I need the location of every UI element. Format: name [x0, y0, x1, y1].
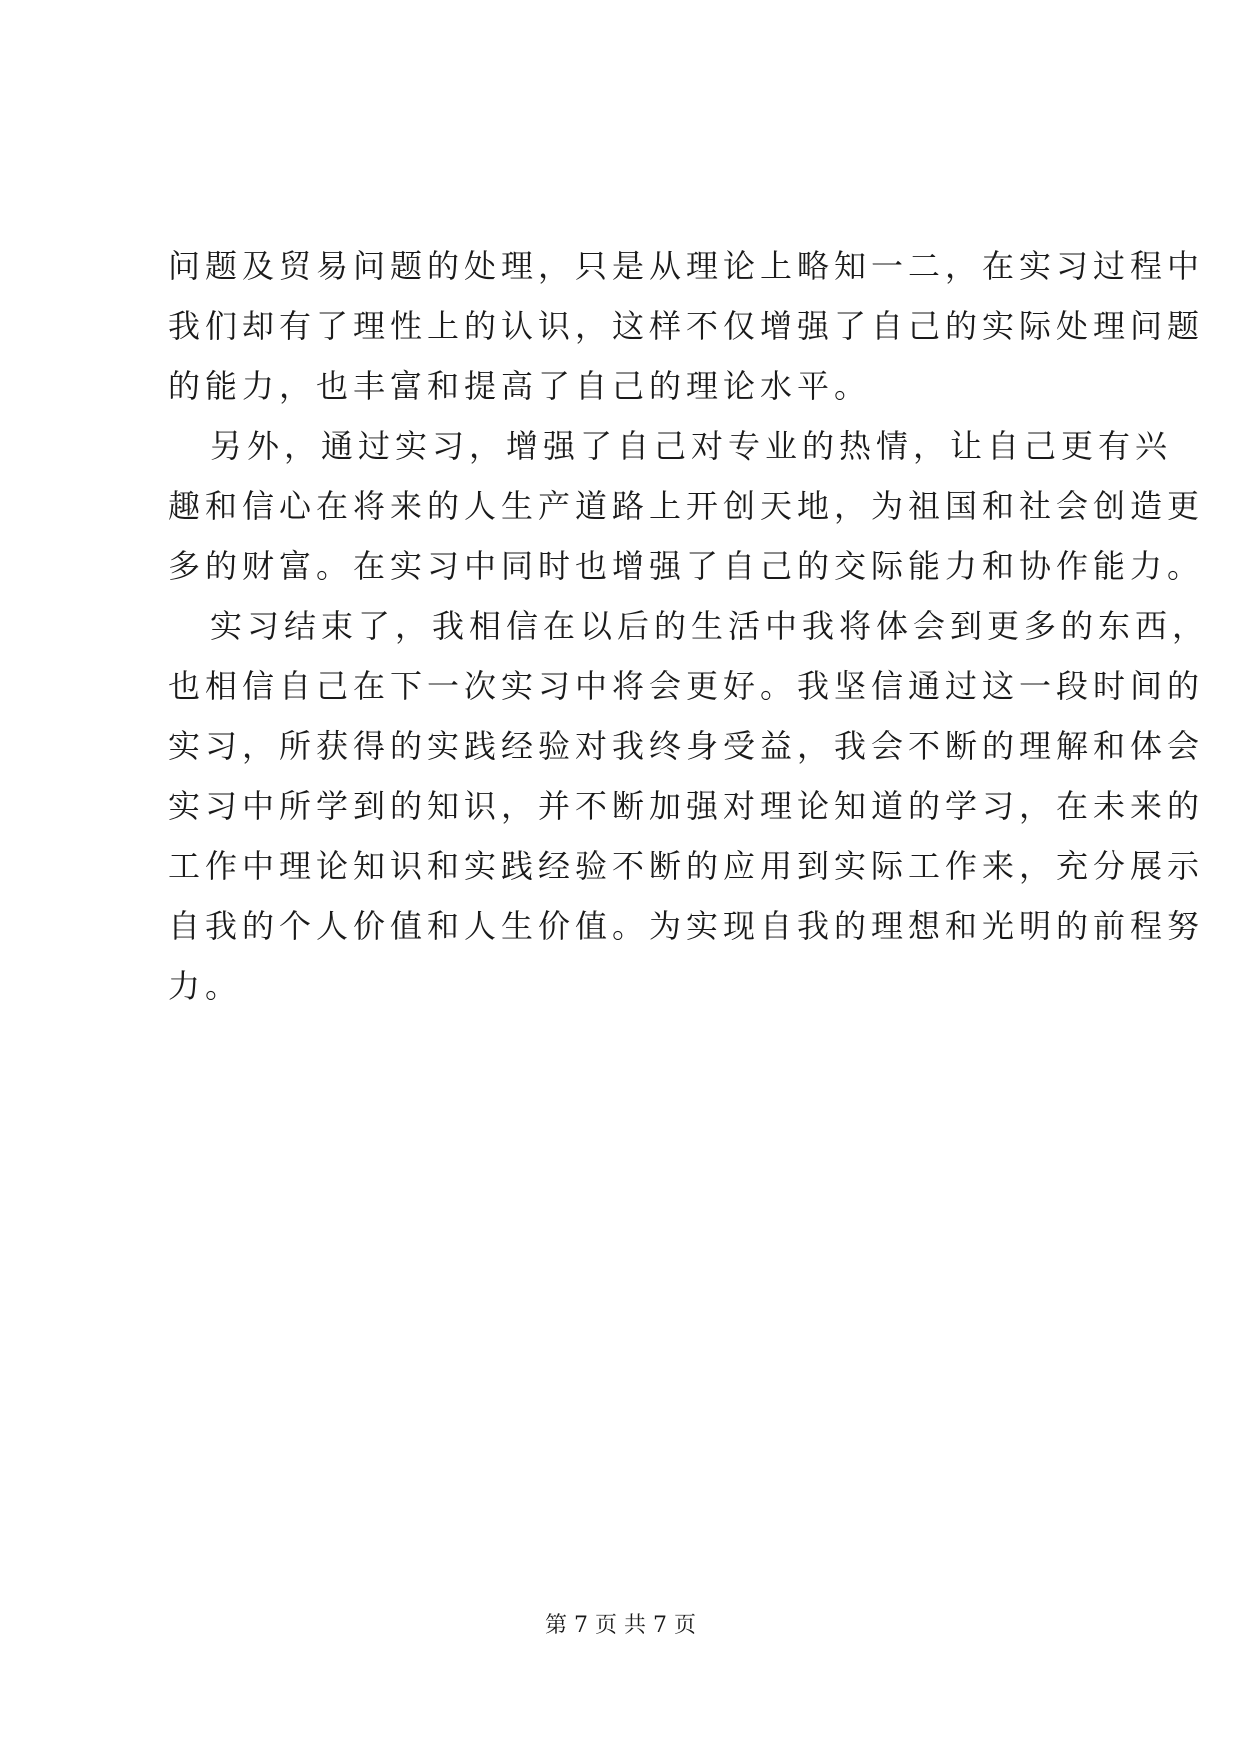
text-line: 实习中所学到的知识，并不断加强对理论知道的学习，在未来的 — [168, 787, 1205, 825]
text-line: 的能力，也丰富和提高了自己的理论水平。 — [168, 367, 872, 405]
paragraph-first-line: 另外，通过实习，增强了自己对专业的热情，让自己更有兴 — [210, 427, 1173, 465]
text-line: 趣和信心在将来的人生产道路上开创天地，为祖国和社会创造更 — [168, 487, 1205, 525]
paragraph-first-line: 实习结束了，我相信在以后的生活中我将体会到更多的东西， — [210, 607, 1210, 645]
text-line: 力。 — [168, 967, 243, 1005]
text-line: 也相信自己在下一次实习中将会更好。我坚信通过这一段时间的 — [168, 667, 1205, 705]
text-line: 自我的个人价值和人生价值。为实现自我的理想和光明的前程努 — [168, 907, 1205, 945]
text-line: 实习，所获得的实践经验对我终身受益，我会不断的理解和体会 — [168, 727, 1205, 765]
page-number-footer: 第 7 页 共 7 页 — [545, 1613, 696, 1638]
text-line: 问题及贸易问题的处理，只是从理论上略知一二，在实习过程中 — [168, 247, 1205, 285]
text-line: 我们却有了理性上的认识，这样不仅增强了自己的实际处理问题 — [168, 307, 1205, 345]
text-line: 工作中理论知识和实践经验不断的应用到实际工作来，充分展示 — [168, 847, 1205, 885]
text-line: 多的财富。在实习中同时也增强了自己的交际能力和协作能力。 — [168, 547, 1205, 585]
